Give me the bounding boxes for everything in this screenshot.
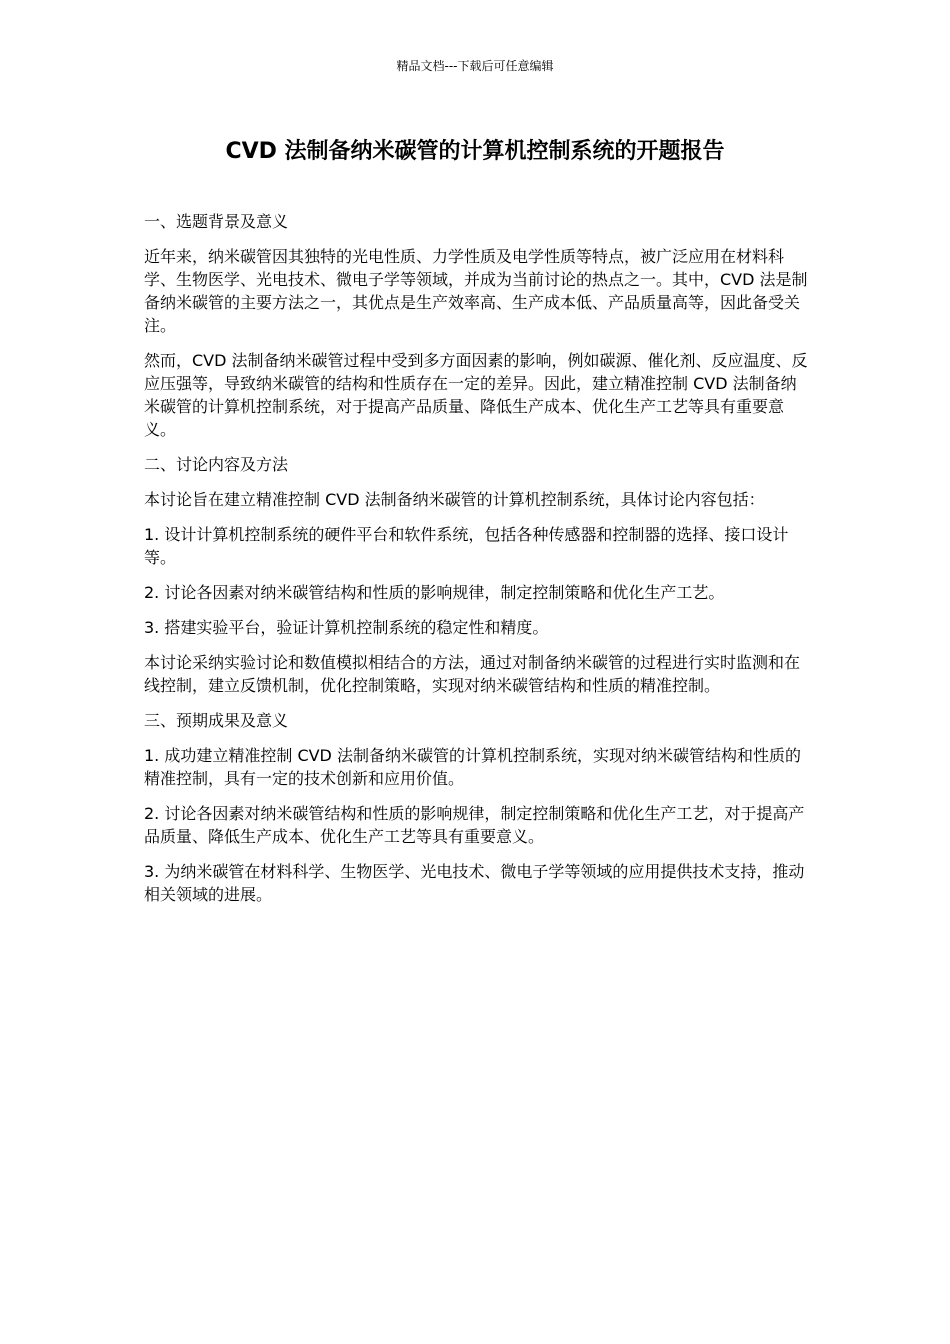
list-item: 2. 讨论各因素对纳米碳管结构和性质的影响规律，制定控制策略和优化生产工艺，对于提高产品质量、降低生产成本、优化生产工艺等具有重要意义。: [144, 804, 805, 846]
paragraph: 本讨论采纳实验讨论和数值模拟相结合的方法，通过对制备纳米碳管的过程进行实时监测和在线控制，建立反馈机制，优化控制策略，实现对纳米碳管结构和性质的精准控制。: [144, 653, 801, 695]
list-item: 2. 讨论各因素对纳米碳管结构和性质的影响规律，制定控制策略和优化生产工艺。: [144, 583, 725, 602]
list-item: 1. 成功建立精准控制 CVD 法制备纳米碳管的计算机控制系统，实现对纳米碳管结构和性质的精准控制，具有一定的技术创新和应用价值。: [144, 746, 801, 788]
paragraph: 近年来，纳米碳管因其独特的光电性质、力学性质及电学性质等特点，被广泛应用在材料科学、生物医学、光电技术、微电子学等领域，并成为当前讨论的热点之一。其中，CVD 法是制备纳米碳管的主要方法之一，其优点是生产效率高、生产成本低、产品质量高等，因此备受关注。: [144, 247, 808, 335]
paragraph: 本讨论旨在建立精准控制 CVD 法制备纳米碳管的计算机控制系统，具体讨论内容包括：: [144, 490, 765, 509]
section-heading-background: 一、选题背景及意义: [144, 212, 289, 231]
list-item: 3. 为纳米碳管在材料科学、生物医学、光电技术、微电子学等领域的应用提供技术支持，推动相关领域的进展。: [144, 862, 805, 904]
section-heading-content-method: 二、讨论内容及方法: [144, 455, 289, 474]
list-item: 1. 设计计算机控制系统的硬件平台和软件系统，包括各种传感器和控制器的选择、接口设计等。: [144, 525, 789, 567]
page-header: 精品文档---下载后可任意编辑: [396, 59, 554, 73]
section-heading-expected-results: 三、预期成果及意义: [144, 711, 289, 730]
document-body: [144, 210, 808, 918]
paragraph: 然而，CVD 法制备纳米碳管过程中受到多方面因素的影响，例如碳源、催化剂、反应温度、反应压强等，导致纳米碳管的结构和性质存在一定的差异。因此，建立精准控制 CVD 法制备纳米碳管的计算机控制系统，对于提高产品质量、降低生产成本、优化生产工艺等具有重要意义。: [144, 351, 808, 439]
list-item: 3. 搭建实验平台，验证计算机控制系统的稳定性和精度。: [144, 618, 549, 637]
document-title: CVD 法制备纳米碳管的计算机控制系统的开题报告: [225, 139, 725, 164]
